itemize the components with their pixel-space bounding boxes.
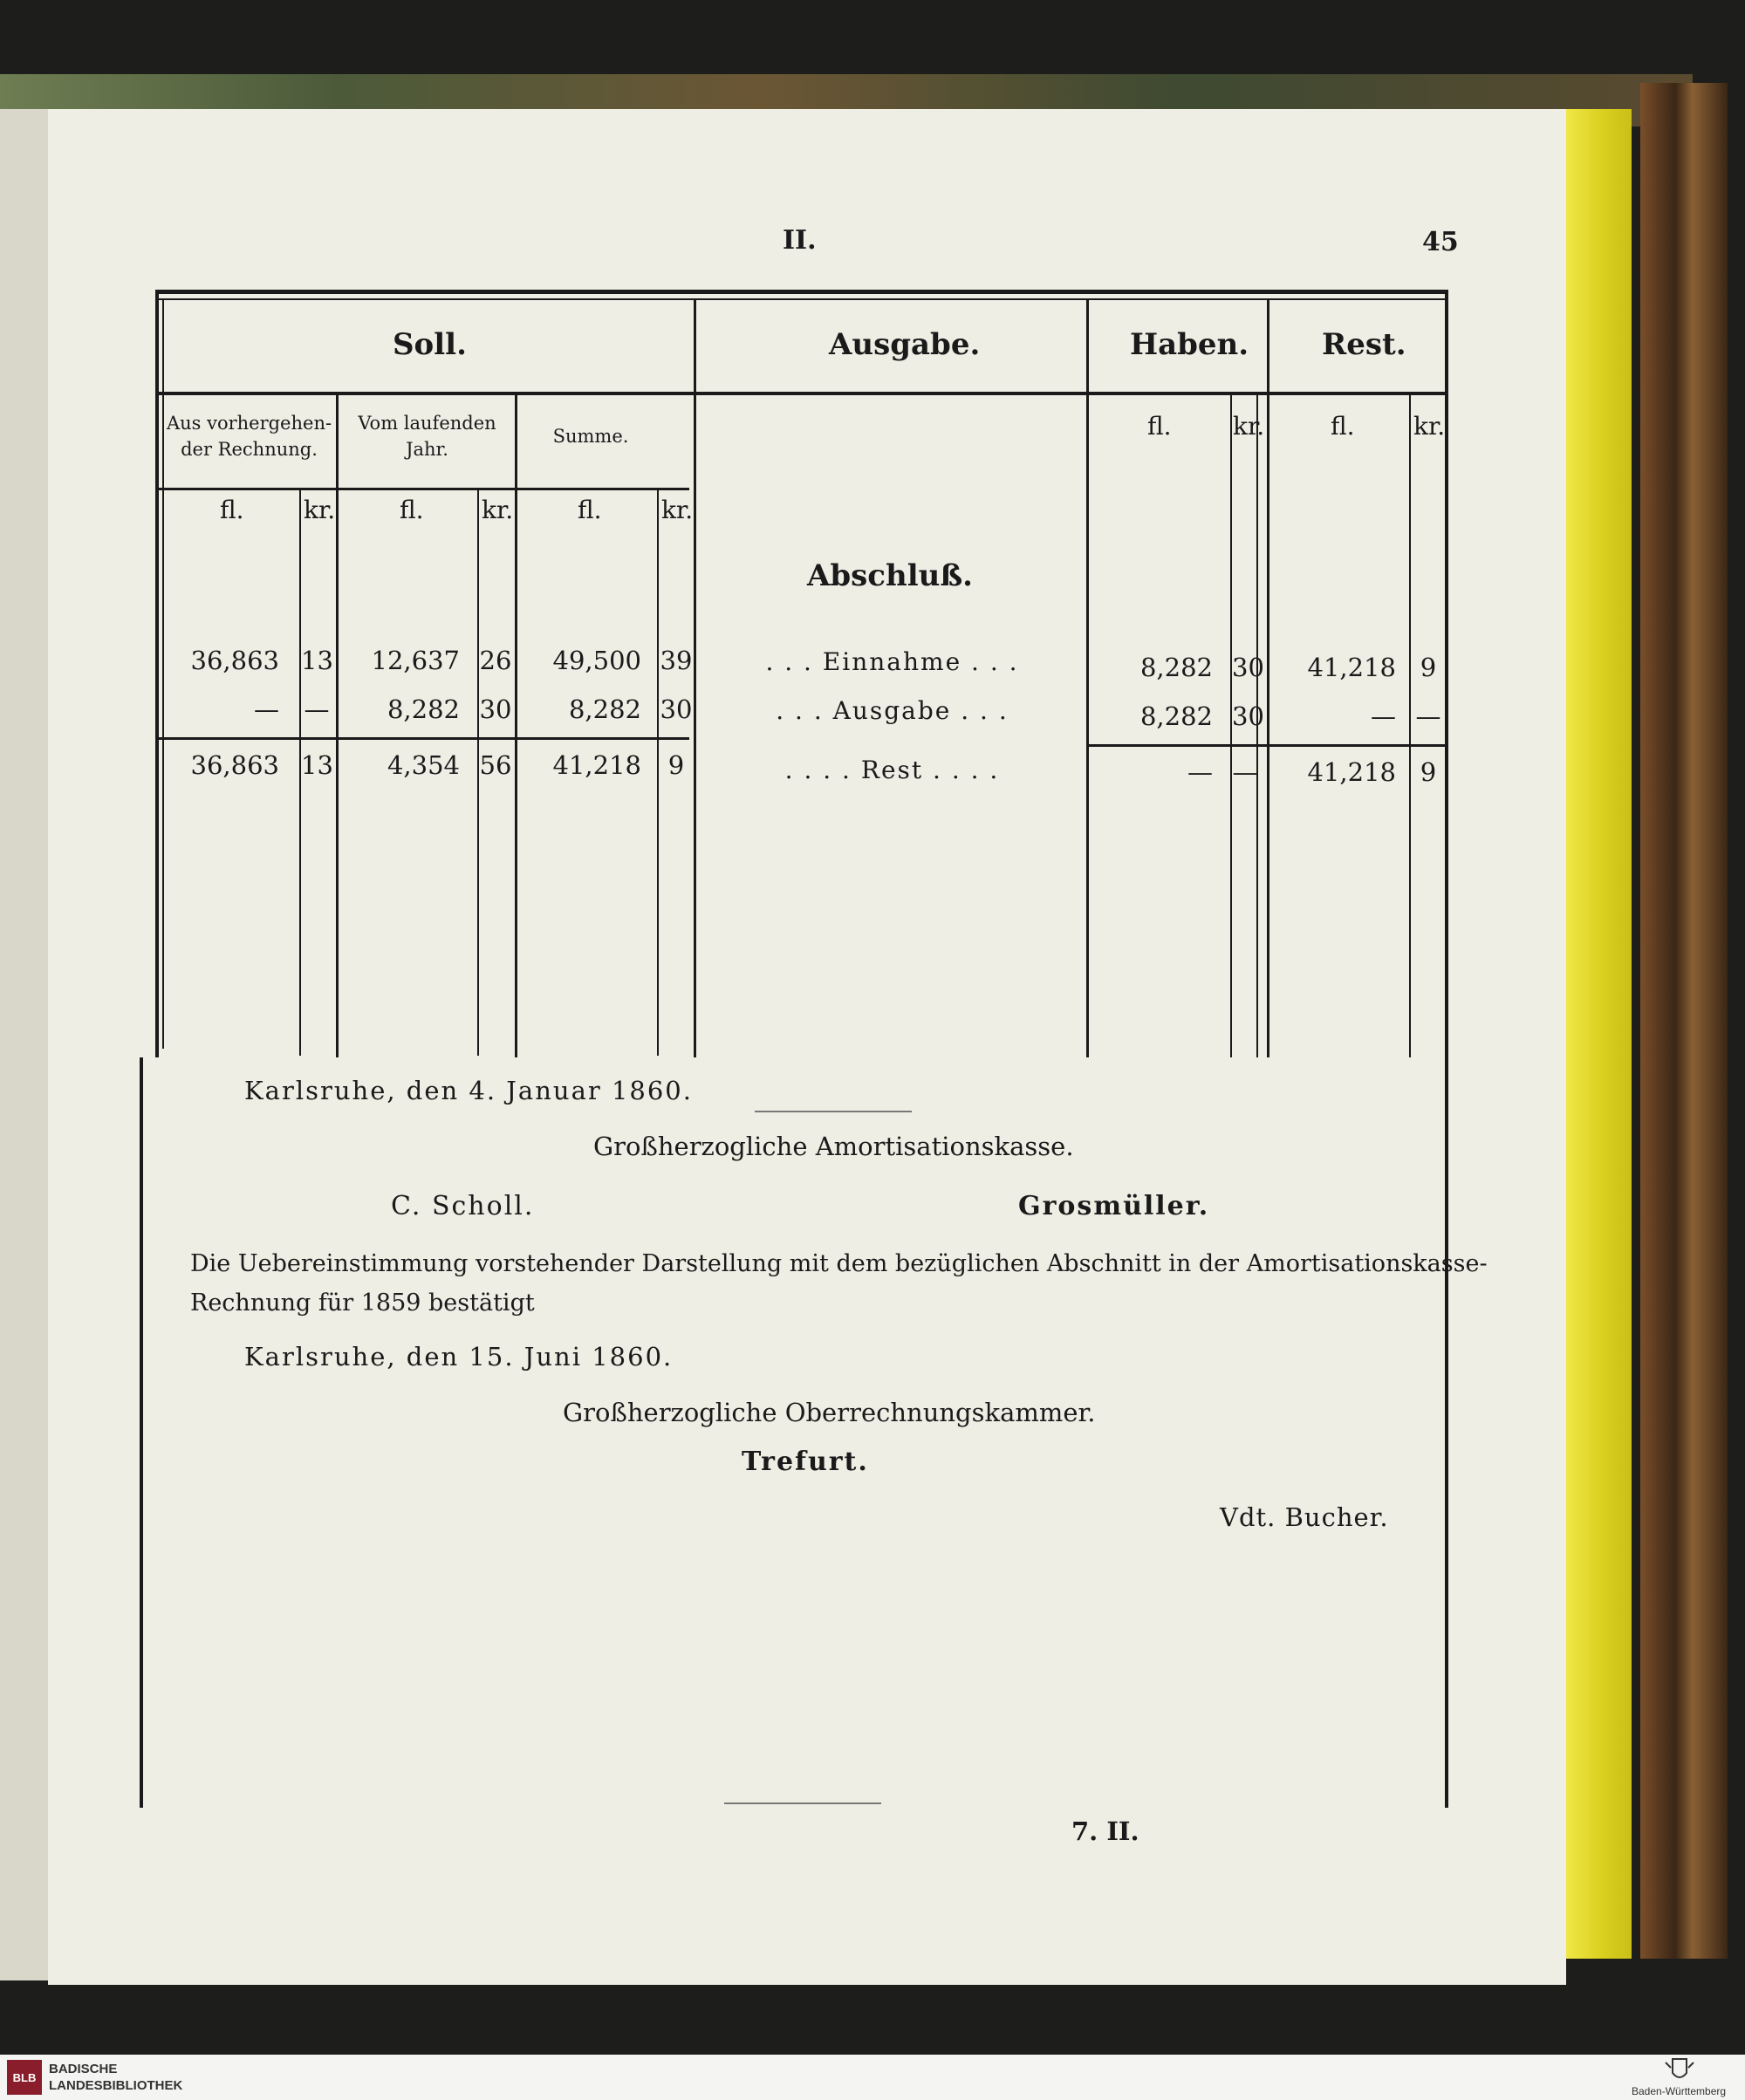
unit-kr-cur: kr.: [482, 496, 514, 524]
confirmation-line-1: Die Uebereinstimmung vorstehender Darstellung mit dem bezüglichen Abschnitt in der Amortisationskasse-: [190, 1250, 1488, 1277]
signer-grosmueller: Grosmüller.: [1018, 1191, 1210, 1221]
signer-vdt-bucher: Vdt. Bucher.: [1220, 1502, 1389, 1532]
library-footer-bar: [0, 2055, 1745, 2100]
unit-kr-prev: kr.: [304, 496, 336, 524]
unit-fl-rest: fl.: [1331, 412, 1355, 441]
coat-of-arms-icon: [1653, 2056, 1706, 2085]
book-cover-right: [1640, 83, 1728, 1959]
unit-fl-cur: fl.: [400, 496, 424, 524]
header-ausgabe: Ausgabe.: [829, 327, 981, 362]
subheader-sum: Summe.: [552, 426, 629, 447]
library-name: BADISCHE LANDESBIBLIOTHEK: [49, 2062, 183, 2093]
unit-fl-sum: fl.: [578, 496, 602, 524]
header-soll: Soll.: [393, 327, 467, 362]
office-amortisationskasse: Großherzogliche Amortisationskasse.: [593, 1132, 1074, 1161]
section-number: II.: [783, 225, 817, 256]
unit-kr-rest: kr.: [1413, 412, 1446, 441]
place-date-1: Karlsruhe, den 4. Januar 1860.: [244, 1076, 693, 1105]
signer-scholl: C. Scholl.: [391, 1191, 535, 1221]
blb-logo-icon: BLB: [7, 2060, 42, 2095]
unit-kr-haben: kr.: [1233, 412, 1265, 441]
subheader-previous: Aus vorhergehen-der Rechnung.: [166, 413, 332, 460]
office-oberrechnungskammer: Großherzogliche Oberrechnungskammer.: [563, 1398, 1096, 1427]
header-haben: Haben.: [1130, 327, 1249, 362]
signature-mark: 7. II.: [1071, 1816, 1139, 1846]
page-sheet: [48, 109, 1566, 1985]
header-rest: Rest.: [1322, 327, 1406, 362]
divider-rule-bottom: [724, 1802, 881, 1804]
place-date-2: Karlsruhe, den 15. Juni 1860.: [244, 1342, 674, 1371]
page-edge-yellow: [1562, 109, 1632, 1959]
unit-kr-sum: kr.: [661, 496, 694, 524]
left-page-edge: [0, 109, 51, 1980]
state-label: Baden-Württemberg: [1632, 2085, 1727, 2097]
subheader-current: Vom laufenden Jahr.: [358, 413, 496, 460]
unit-fl-prev: fl.: [220, 496, 244, 524]
confirmation-line-2: Rechnung für 1859 bestätigt: [190, 1289, 535, 1317]
divider-rule: [755, 1111, 912, 1112]
page-number: 45: [1422, 227, 1459, 257]
signer-trefurt: Trefurt.: [742, 1447, 869, 1477]
unit-fl-haben: fl.: [1147, 412, 1172, 441]
section-title: Abschluß.: [807, 558, 974, 593]
